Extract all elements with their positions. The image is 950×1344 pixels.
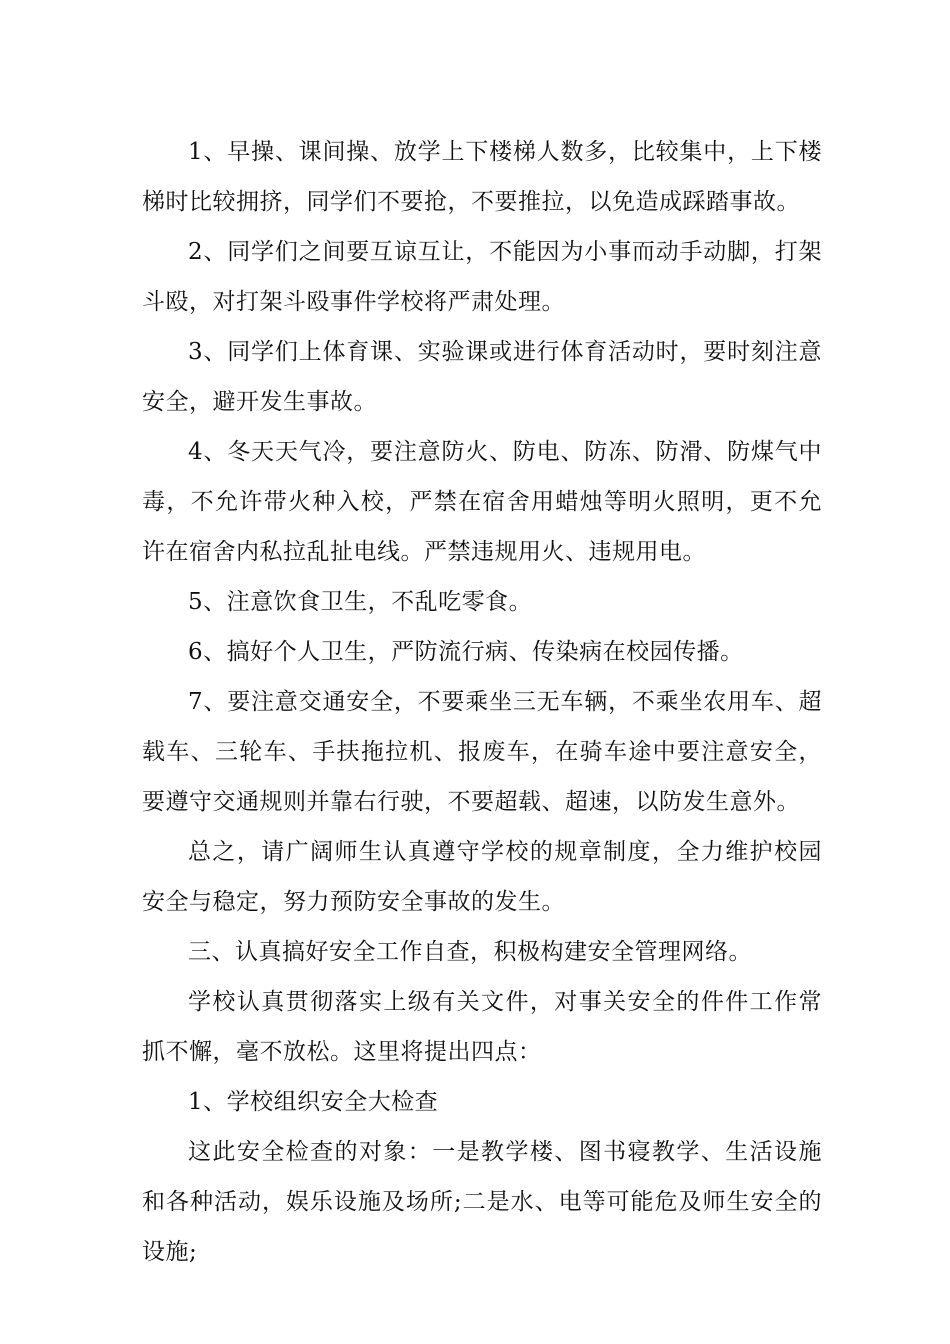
paragraph-rule-7: 7、要注意交通安全，不要乘坐三无车辆，不乘坐农用车、超载车、三轮车、手扶拖拉机、报废车，在骑车途中要注意安全，要遵守交通规则并靠右行驶，不要超载、超速，以防发生意外。 xyxy=(142,689,822,815)
document-body xyxy=(142,127,822,1277)
paragraph-inspection-targets: 这此安全检查的对象：一是教学楼、图书寝教学、生活设施和各种活动，娱乐设施及场所;二是水、电等可能危及师生安全的设施; xyxy=(142,1139,822,1265)
paragraph-rule-4: 4、冬天天气冷，要注意防火、防电、防冻、防滑、防煤气中毒，不允许带火种入校，严禁在宿舍用蜡烛等明火照明，更不允许在宿舍内私拉乱扯电线。严禁违规用火、违规用电。 xyxy=(142,439,822,565)
paragraph-rule-5: 5、注意饮食卫生，不乱吃零食。 xyxy=(188,589,533,615)
section-heading-3: 三、认真搞好安全工作自查，积极构建安全管理网络。 xyxy=(188,939,752,965)
paragraph-intro: 学校认真贯彻落实上级有关文件，对事关安全的件件工作常抓不懈，毫不放松。这里将提出四点： xyxy=(142,989,822,1065)
paragraph-summary: 总之，请广阔师生认真遵守学校的规章制度，全力维护校园安全与稳定，努力预防安全事故的发生。 xyxy=(142,839,822,915)
paragraph-rule-2: 2、同学们之间要互谅互让，不能因为小事而动手动脚，打架斗殴，对打架斗殴事件学校将严肃处理。 xyxy=(142,239,822,315)
subheading-inspection: 1、学校组织安全大检查 xyxy=(188,1089,439,1115)
paragraph-rule-1: 1、早操、课间操、放学上下楼梯人数多，比较集中，上下楼梯时比较拥挤，同学们不要抢，不要推拉，以免造成踩踏事故。 xyxy=(142,139,822,215)
paragraph-rule-3: 3、同学们上体育课、实验课或进行体育活动时，要时刻注意安全，避开发生事故。 xyxy=(142,339,822,415)
paragraph-rule-6: 6、搞好个人卫生，严防流行病、传染病在校园传播。 xyxy=(188,639,744,665)
